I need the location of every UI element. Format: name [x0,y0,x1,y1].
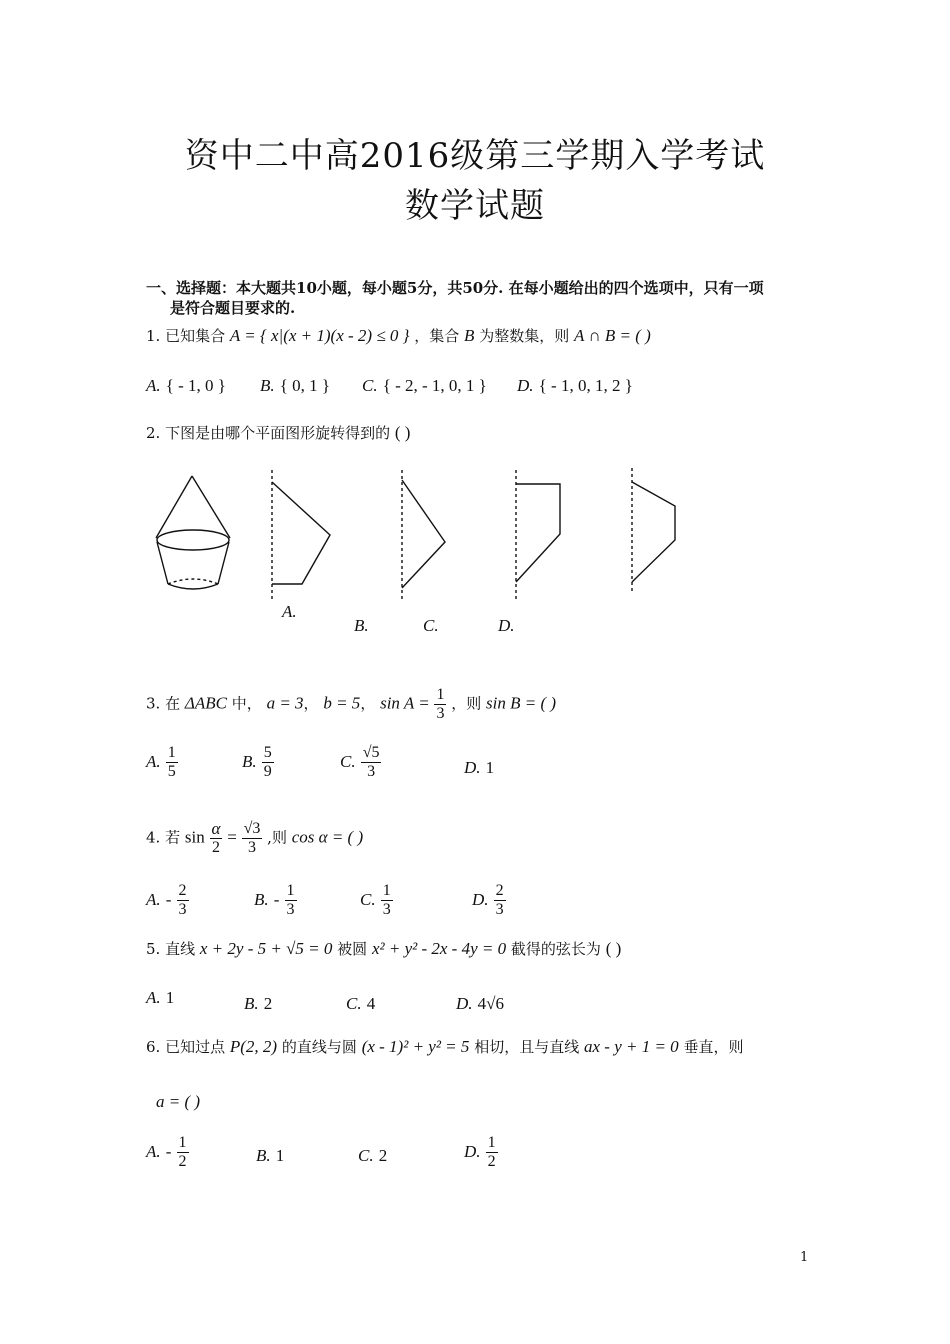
q6-ask: a = ( ) [156,1092,201,1111]
option-value: { - 1, 0, 1, 2 } [538,376,633,395]
fraction: $\frac{1}{2}$ [487,1134,496,1170]
question-number: 3. [146,694,161,713]
option-sign: - [273,890,280,909]
set-b: B [464,326,475,345]
sin-label: sin [184,827,205,847]
q5-option-b [244,994,272,1014]
circle-equation: x² + y² - 2x - 4y = 0 [371,939,507,958]
line-equation: ax - y + 1 = 0 [583,1037,679,1056]
option-label: B. [260,376,275,395]
q5-option-d [456,994,504,1014]
question-text: 的直线与圆 [281,1038,357,1056]
option-value: 1 [165,988,175,1007]
circle-equation: (x - 1)² + y² = 5 [361,1037,470,1056]
q3-option-b [242,744,274,781]
fraction: $\frac{1}{3}$ [286,882,295,918]
question-1 [146,325,651,346]
side-a: a = 3 [266,693,304,713]
question-number: 6. [146,1038,161,1056]
question-text: ，集合 [414,327,460,345]
option-value: 1 [275,1146,285,1165]
figure-option-c [516,470,560,602]
line-equation: x + 2y - 5 + √5 = 0 [199,939,333,958]
fraction: $\frac{2}{3}$ [495,882,504,918]
question-text: 下图是由哪个平面图形旋转得到的 [165,424,391,442]
option-sign: - [165,890,172,909]
page-number: 1 [800,1250,809,1265]
fraction: $\frac{5}{9}$ [263,744,272,780]
point-p: P(2, 2) [229,1037,278,1056]
q1-option-a [146,376,226,396]
option-label: D. [472,890,489,909]
exam-title: 资中二中高2016级第三学期入学考试 [184,136,766,176]
option-label: A. [146,376,161,395]
question-text: 直线 [165,940,196,958]
question-text: 若 [165,828,181,847]
solid-figure [156,476,230,589]
q2-option-c-label: C. [423,616,439,635]
option-label: B. [254,890,269,909]
exam-subtitle: 数学试题 [405,186,545,226]
sin-a: sin A = [380,693,430,713]
option-label: D. [464,758,481,777]
question-number: 5. [146,940,161,958]
option-label: C. [340,752,356,771]
option-label: A. [146,988,161,1007]
q1-option-d [517,376,633,396]
question-text: 已知集合 [165,327,226,345]
section-instructions-line2: 是符合题目要求的. [170,299,296,317]
question-text: 相切，且与直线 [474,1038,580,1056]
option-value: 2 [378,1146,388,1165]
option-label: B. [244,994,259,1013]
q6-option-d [464,1134,498,1171]
fraction: $\frac{√3}{3}$ [243,820,261,856]
option-label: B. [242,752,257,771]
figure-option-a [272,470,330,602]
option-label: D. [517,376,534,395]
q5-option-a [146,988,174,1008]
rotation-figures [140,462,700,602]
q4-option-a [146,882,189,919]
option-sign: - [165,1142,172,1161]
q1-option-c [362,376,487,396]
option-label: A. [146,890,161,909]
option-label: D. [456,994,473,1013]
option-value: 4√6 [477,994,504,1013]
cos-ask: cos α = ( ) [291,827,364,847]
option-label: C. [358,1146,374,1165]
set-a-expression: A = { x|(x + 1)(x - 2) ≤ 0 } [229,326,410,345]
q2-option-b-label: B. [354,616,369,635]
question-text: 截得的弦长为 [510,940,601,958]
question-5 [146,938,621,959]
side-b: b = 5 [323,693,361,713]
question-text: ,则 [267,828,287,847]
question-number: 1. [146,327,161,345]
fraction: $\frac{1}{2}$ [178,1134,187,1170]
question-2 [146,422,410,443]
figure-option-d [632,468,675,592]
q4-option-d [472,882,506,919]
fraction: $\frac{1}{5}$ [167,744,176,780]
sin-b-ask: sin B = ( ) [486,693,557,713]
fraction: $\frac{√5}{3}$ [362,744,380,780]
q4-option-c [360,882,393,919]
option-value: 2 [263,994,273,1013]
q2-option-d-label: D. [498,616,515,635]
option-label: B. [256,1146,271,1165]
q4-option-b [254,882,297,919]
question-text: 为整数集，则 [479,327,570,345]
question-3: 3. 在 ΔABC 中， a = 3， b = 5， sin A = $\frac{1}{3}$ ，则 sin B = ( ) [146,686,557,722]
q3-option-a [146,744,178,781]
option-label: C. [362,376,378,395]
question-text: 垂直，则 [683,1038,744,1056]
intersection-expression: A ∩ B = ( ) [574,326,651,345]
answer-paren: ( ) [394,423,411,442]
option-value: { 0, 1 } [279,376,331,395]
fraction: $\frac{1}{3}$ [382,882,391,918]
fraction: $\frac{1}{3}$ [436,686,445,722]
q2-option-a-label: A. [282,602,297,621]
question-text: 被圆 [337,940,368,958]
fraction: $\frac{\alpha}{2}$ [211,819,221,856]
option-value: 1 [485,758,495,777]
triangle-name: ΔABC [184,693,227,713]
section-instructions-line1: 一、选择题：本大题共10小题，每小题5分，共50分. 在每小题给出的四个选项中，只有一项 [146,279,764,297]
question-text: 已知过点 [165,1038,226,1056]
option-value: { - 1, 0 } [165,376,226,395]
q6-option-c [358,1146,387,1166]
question-4 [146,820,363,857]
question-number: 2. [146,424,161,442]
option-label: C. [346,994,362,1013]
option-label: D. [464,1142,481,1161]
equals-sign: = [227,827,237,847]
q3-option-d [464,758,494,778]
option-value: 4 [366,994,376,1013]
question-text: 中， [231,694,262,713]
option-label: C. [360,890,376,909]
option-value: { - 2, - 1, 0, 1 } [382,376,487,395]
q1-option-b [260,376,330,396]
question-text: 在 [165,694,181,713]
q3-option-c [340,744,381,781]
figure-option-b [402,470,445,602]
fraction: $\frac{2}{3}$ [178,882,187,918]
q6-option-a [146,1134,189,1171]
q5-option-c [346,994,375,1014]
question-6 [146,1036,743,1057]
q6-option-b [256,1146,284,1166]
question-text: ，则 [451,694,482,713]
option-label: A. [146,752,161,771]
question-number: 4. [146,828,161,847]
answer-paren: ( ) [605,939,622,958]
option-label: A. [146,1142,161,1161]
